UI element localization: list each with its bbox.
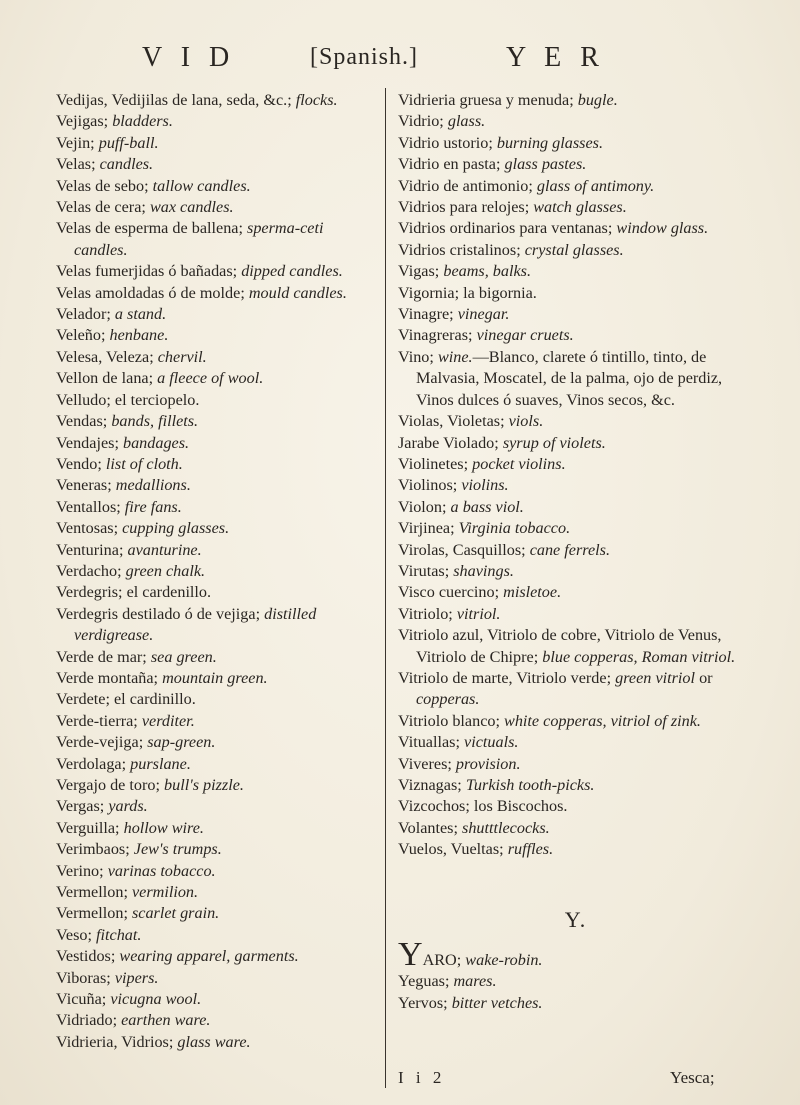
spanish-term: Yervos bbox=[398, 993, 444, 1012]
entry-initial-letter: Y bbox=[398, 936, 423, 974]
dictionary-entry: Verdolaga; purslane. bbox=[56, 754, 191, 773]
spanish-term: Venturina bbox=[56, 540, 119, 559]
spanish-term: Velas de sebo bbox=[56, 176, 145, 195]
english-gloss: blue copperas, Roman vitriol. bbox=[542, 647, 736, 666]
spanish-term: Vitriolo azul, Vitriolo de cobre, Vitriolo de Venus, Vitriolo de Chipre bbox=[398, 626, 722, 666]
english-gloss: tallow candles. bbox=[152, 176, 251, 195]
spanish-term: Vidrieria gruesa y menuda bbox=[398, 91, 570, 109]
dictionary-entry: Viveres; provision. bbox=[398, 754, 521, 773]
english-gloss: bull's pizzle. bbox=[164, 776, 244, 794]
english-gloss: Turkish tooth-picks. bbox=[465, 776, 595, 794]
english-gloss: chervil. bbox=[157, 347, 207, 366]
dictionary-entry: Verimbaos; Jew's trumps. bbox=[56, 840, 222, 859]
spanish-term: Vidrieria, Vidrios bbox=[56, 1032, 169, 1051]
english-gloss: glass of antimony. bbox=[536, 176, 655, 195]
dictionary-entry: Verde-tierra; verditer. bbox=[56, 711, 195, 730]
spanish-term: Velas de esperma de ballena bbox=[56, 219, 239, 238]
english-gloss: dipped candles. bbox=[241, 262, 343, 281]
dictionary-entry: Vidrio de antimonio; glass of antimony. bbox=[398, 176, 655, 195]
spanish-term: Verdolaga bbox=[56, 754, 122, 773]
spanish-term: Ventosas bbox=[56, 519, 114, 538]
spanish-term: Viznagas bbox=[398, 776, 458, 794]
english-gloss: Virginia tobacco. bbox=[458, 519, 571, 538]
spanish-term: Verdacho bbox=[56, 561, 118, 580]
english-gloss: cupping glasses. bbox=[122, 519, 230, 538]
dictionary-entry: Velesa, Veleza; chervil. bbox=[56, 347, 207, 366]
dictionary-entry: Viznagas; Turkish tooth-picks. bbox=[398, 776, 595, 794]
dictionary-entry: Venturina; avanturine. bbox=[56, 540, 202, 559]
english-gloss: sea green. bbox=[150, 647, 217, 666]
dictionary-entry: Velludo; el terciopelo. bbox=[56, 390, 200, 409]
english-gloss: Jew's trumps. bbox=[133, 840, 222, 859]
spanish-term: Vestidos bbox=[56, 947, 111, 966]
spanish-term: Vuelos, Vueltas bbox=[398, 840, 500, 859]
english-gloss: a stand. bbox=[114, 305, 167, 324]
english-gloss: mountain green. bbox=[162, 668, 268, 687]
spanish-term: Yeguas bbox=[398, 972, 445, 991]
dictionary-entry: Vitriolo de marte, Vitriolo verde; green vitriol or copperas. bbox=[398, 668, 713, 709]
spanish-term: Vitriolo bbox=[398, 604, 449, 623]
english-gloss: beams, balks. bbox=[443, 262, 532, 281]
dictionary-entry: Veso; fitchat. bbox=[56, 925, 142, 944]
dictionary-entry: Violas, Violetas; viols. bbox=[398, 412, 544, 431]
english-gloss: verditer. bbox=[141, 711, 195, 730]
section-heading-y: Y. bbox=[564, 906, 588, 932]
right-column bbox=[398, 90, 754, 1014]
dictionary-entry: Vituallas; victuals. bbox=[398, 733, 519, 752]
english-gloss: cane ferrels. bbox=[529, 540, 611, 559]
english-gloss: wine. bbox=[437, 347, 473, 366]
dictionary-entry: Vinagreras; vinegar cruets. bbox=[398, 326, 574, 345]
english-gloss: fire fans. bbox=[124, 497, 182, 516]
english-gloss: a bass viol. bbox=[450, 497, 524, 516]
spanish-term: Virjinea bbox=[398, 519, 451, 538]
english-gloss: varinas tobacco. bbox=[107, 861, 216, 880]
spanish-term: Verde de mar bbox=[56, 647, 143, 666]
dictionary-entry: Vitriolo; vitriol. bbox=[398, 604, 501, 623]
spanish-term: Velludo bbox=[56, 390, 107, 409]
english-gloss: wake-robin. bbox=[465, 951, 543, 970]
dictionary-entry: Verdegris; el cardenillo. bbox=[56, 583, 212, 602]
english-gloss: purslane. bbox=[130, 754, 191, 773]
spanish-term: ARO bbox=[422, 951, 457, 970]
left-column bbox=[56, 90, 378, 1053]
spanish-term: Vendas bbox=[56, 412, 103, 431]
english-gloss: viols. bbox=[508, 412, 544, 431]
english-gloss: medallions. bbox=[115, 476, 191, 495]
english-gloss: wearing apparel, garments. bbox=[119, 947, 299, 966]
spanish-continuation: —Blanco, clarete ó tintillo, tinto, de Malvasia, Moscatel, de la palma, ojo de perdiz, Vinos dulces ó suaves, Vinos secos, &c. bbox=[416, 347, 723, 409]
english-gloss: ruffles. bbox=[507, 840, 554, 859]
dictionary-entry: Vidrios cristalinos; crystal glasses. bbox=[398, 240, 624, 259]
dictionary-entry: Vidrios ordinarios para ventanas; window glass. bbox=[398, 219, 709, 238]
dictionary-entry: Vidrio en pasta; glass pastes. bbox=[398, 155, 587, 174]
dictionary-entry: Vino; wine.—Blanco, clarete ó tintillo, tinto, de Malvasia, Moscatel, de la palma, ojo de perdiz, Vinos dulces ó suaves, Vinos secos, &c. bbox=[398, 347, 723, 409]
spanish-term: Vidrios para relojes bbox=[398, 198, 525, 217]
dictionary-entry: Virjinea; Virginia tobacco. bbox=[398, 519, 571, 538]
dictionary-entry: Violon; a bass viol. bbox=[398, 497, 524, 516]
spanish-term: Verguilla bbox=[56, 818, 116, 837]
dictionary-entry: Virutas; shavings. bbox=[398, 561, 514, 580]
dictionary-entry: Vejigas; bladders. bbox=[56, 112, 173, 131]
spanish-term: Vicuña bbox=[56, 990, 102, 1009]
spanish-term: Verde montaña bbox=[56, 668, 154, 687]
dictionary-entry: Vestidos; wearing apparel, garments. bbox=[56, 947, 299, 966]
english-gloss: distilled verdigrease. bbox=[74, 604, 317, 645]
dictionary-entry: Verdegris destilado ó de vejiga; distilled verdigrease. bbox=[56, 604, 317, 645]
spanish-term: Velas fumerjidas ó bañadas bbox=[56, 262, 233, 281]
english-gloss: sap-green. bbox=[147, 733, 216, 752]
spanish-term: Vitriolo blanco bbox=[398, 711, 496, 730]
spanish-term: Vejin bbox=[56, 133, 91, 152]
dictionary-entry: Verde montaña; mountain green. bbox=[56, 668, 268, 687]
spanish-term: Vendo bbox=[56, 454, 98, 473]
english-gloss: a fleece of wool. bbox=[157, 369, 264, 388]
spanish-term: Verino bbox=[56, 861, 100, 880]
english-gloss: vitriol. bbox=[456, 604, 501, 623]
dictionary-entry: Vedijas, Vedijilas de lana, seda, &c.; flocks. bbox=[56, 91, 338, 109]
spanish-term: Viveres bbox=[398, 754, 448, 773]
dictionary-entry: Verdacho; green chalk. bbox=[56, 561, 206, 580]
y-section-entries bbox=[398, 936, 754, 1014]
english-gloss: white copperas, vitriol of zink. bbox=[504, 711, 701, 730]
english-gloss: hollow wire. bbox=[123, 818, 204, 837]
english-gloss: glass ware. bbox=[177, 1032, 251, 1051]
dictionary-entry: Vendo; list of cloth. bbox=[56, 454, 183, 473]
english-gloss: bands, fillets. bbox=[111, 412, 199, 431]
spanish-gloss: el cardenillo. bbox=[126, 583, 212, 602]
english-gloss: burning glasses. bbox=[496, 133, 603, 152]
dictionary-entry: Vinagre; vinegar. bbox=[398, 305, 510, 324]
dictionary-entry: Vidrio ustorio; burning glasses. bbox=[398, 133, 603, 152]
dictionary-entry: Vuelos, Vueltas; ruffles. bbox=[398, 840, 554, 859]
dictionary-entry: Vitriolo azul, Vitriolo de cobre, Vitriolo de Venus, Vitriolo de Chipre; blue copperas, Roman vitriol. bbox=[398, 626, 736, 666]
english-gloss: crystal glasses. bbox=[524, 240, 624, 259]
spanish-term: Violinetes bbox=[398, 454, 464, 473]
spanish-term: Vellon de lana bbox=[56, 369, 149, 388]
english-gloss: vermilion. bbox=[131, 883, 199, 902]
spanish-gloss: la bigornia. bbox=[463, 283, 537, 302]
dictionary-entry: Velas de sebo; tallow candles. bbox=[56, 176, 251, 195]
spanish-term: Verimbaos bbox=[56, 840, 126, 859]
dictionary-entry: Vellon de lana; a fleece of wool. bbox=[56, 369, 264, 388]
dictionary-entry: Velas amoldadas ó de molde; mould candles. bbox=[56, 283, 347, 302]
english-gloss: sperma-ceti candles. bbox=[74, 219, 324, 259]
english-gloss: bladders. bbox=[112, 112, 173, 131]
dictionary-entry: Vermellon; scarlet grain. bbox=[56, 904, 220, 923]
spanish-term: Vituallas bbox=[398, 733, 456, 752]
spanish-term: Vidrio en pasta bbox=[398, 155, 496, 174]
spanish-term: Virutas bbox=[398, 561, 445, 580]
dictionary-entry: YARO; wake-robin. bbox=[398, 936, 543, 974]
dictionary-entry: Visco cuercino; misletoe. bbox=[398, 583, 562, 602]
spanish-term: Verde-vejiga bbox=[56, 733, 139, 752]
spanish-gloss: los Biscochos. bbox=[473, 797, 568, 816]
english-gloss: bitter vetches. bbox=[451, 993, 543, 1012]
dictionary-entry: Vizcochos; los Biscochos. bbox=[398, 797, 568, 816]
spanish-term: Vitriolo de marte, Vitriolo verde bbox=[398, 668, 607, 687]
english-gloss: provision. bbox=[455, 754, 521, 773]
dictionary-entry: Vidrieria, Vidrios; glass ware. bbox=[56, 1032, 251, 1051]
running-header bbox=[0, 40, 800, 80]
spanish-term: Vergajo de toro bbox=[56, 776, 156, 794]
spanish-term: Veleño bbox=[56, 326, 101, 345]
english-gloss: fitchat. bbox=[96, 925, 142, 944]
english-gloss: glass pastes. bbox=[504, 155, 587, 174]
dictionary-entry: Velas; candles. bbox=[56, 155, 154, 174]
english-gloss: scarlet grain. bbox=[131, 904, 220, 923]
spanish-term: Vidrios ordinarios para ventanas bbox=[398, 219, 608, 238]
english-gloss: puff-ball. bbox=[98, 133, 159, 152]
english-gloss: avanturine. bbox=[127, 540, 202, 559]
dictionary-entry: Veneras; medallions. bbox=[56, 476, 191, 495]
spanish-term: Vejigas bbox=[56, 112, 104, 131]
spanish-term: Velas bbox=[56, 155, 92, 174]
spanish-term: Vendajes bbox=[56, 433, 115, 452]
english-gloss: earthen ware. bbox=[121, 1011, 211, 1030]
english-gloss: mares. bbox=[453, 972, 497, 991]
dictionary-entry: Viboras; vipers. bbox=[56, 968, 159, 987]
header-language-label: [Spanish.] bbox=[310, 44, 418, 70]
spanish-term: Velesa, Veleza bbox=[56, 347, 150, 366]
right-column-entries bbox=[398, 90, 754, 861]
dictionary-entry: Virolas, Casquillos; cane ferrels. bbox=[398, 540, 611, 559]
dictionary-entry: Vitriolo blanco; white copperas, vitriol of zink. bbox=[398, 711, 701, 730]
dictionary-entry: Vidrios para relojes; watch glasses. bbox=[398, 198, 627, 217]
spanish-term: Veneras bbox=[56, 476, 108, 495]
english-gloss: henbane. bbox=[109, 326, 169, 345]
dictionary-entry: Vigas; beams, balks. bbox=[398, 262, 532, 281]
spanish-term: Vino bbox=[398, 347, 430, 366]
dictionary-entry: Vergajo de toro; bull's pizzle. bbox=[56, 776, 244, 794]
dictionary-entry: Vidrio; glass. bbox=[398, 112, 486, 131]
dictionary-entry: Violinos; violins. bbox=[398, 476, 509, 495]
english-gloss: misletoe. bbox=[503, 583, 562, 602]
dictionary-entry: Violinetes; pocket violins. bbox=[398, 454, 566, 473]
dictionary-entry: Ventallos; fire fans. bbox=[56, 497, 182, 516]
spanish-term: Virolas, Casquillos bbox=[398, 540, 522, 559]
english-gloss: vicugna wool. bbox=[110, 990, 202, 1009]
dictionary-entry: Vejin; puff-ball. bbox=[56, 133, 159, 152]
english-gloss: flocks. bbox=[295, 91, 338, 109]
spanish-term: Ventallos bbox=[56, 497, 117, 516]
spanish-term: Visco cuercino bbox=[398, 583, 495, 602]
spanish-term: Vidrio de antimonio bbox=[398, 176, 529, 195]
column-divider bbox=[385, 88, 386, 1088]
english-gloss: yards. bbox=[108, 797, 148, 816]
english-gloss: candles. bbox=[99, 155, 154, 174]
dictionary-entry: Vergas; yards. bbox=[56, 797, 148, 816]
spanish-gloss: el cardinillo. bbox=[113, 690, 196, 709]
spanish-gloss: el terciopelo. bbox=[114, 390, 200, 409]
dictionary-entry: Verde-vejiga; sap-green. bbox=[56, 733, 216, 752]
english-gloss: green vitriol bbox=[615, 668, 696, 687]
english-gloss: pocket violins. bbox=[472, 454, 566, 473]
dictionary-entry: Verde de mar; sea green. bbox=[56, 647, 217, 666]
spanish-term: Verdete bbox=[56, 690, 106, 709]
spanish-term: Vermellon bbox=[56, 883, 124, 902]
spanish-term: Veso bbox=[56, 925, 88, 944]
dictionary-entry: Velador; a stand. bbox=[56, 305, 167, 324]
spanish-term: Verdegris bbox=[56, 583, 119, 602]
header-right-guideword: Y E R bbox=[506, 42, 605, 73]
dictionary-entry: Velas de cera; wax candles. bbox=[56, 198, 234, 217]
dictionary-entry: Vendajes; bandages. bbox=[56, 433, 190, 452]
dictionary-entry: Vicuña; vicugna wool. bbox=[56, 990, 202, 1009]
english-gloss: wax candles. bbox=[149, 198, 234, 217]
english-gloss: mould candles. bbox=[248, 283, 347, 302]
spanish-term: Violon bbox=[398, 497, 442, 516]
spanish-term: Velador bbox=[56, 305, 107, 324]
spanish-term: Vidrios cristalinos bbox=[398, 240, 517, 259]
english-gloss: list of cloth. bbox=[105, 454, 183, 473]
dictionary-entry: Vidriado; earthen ware. bbox=[56, 1011, 211, 1030]
english-gloss: vinegar. bbox=[457, 305, 510, 324]
spanish-term: Vidriado bbox=[56, 1011, 113, 1030]
dictionary-entry: Volantes; shutttlecocks. bbox=[398, 818, 550, 837]
spanish-term: Verde-tierra bbox=[56, 711, 134, 730]
dictionary-entry: Verdete; el cardinillo. bbox=[56, 690, 196, 709]
spanish-term: Vidrio bbox=[398, 112, 440, 131]
dictionary-entry: Ventosas; cupping glasses. bbox=[56, 519, 230, 538]
signature-mark: I i 2 bbox=[398, 1068, 446, 1087]
header-left-guideword: V I D bbox=[142, 42, 236, 73]
dictionary-entry: Vendas; bands, fillets. bbox=[56, 412, 199, 431]
spanish-term: Velas amoldadas ó de molde bbox=[56, 283, 241, 302]
spanish-term: Vidrio ustorio bbox=[398, 133, 489, 152]
dictionary-entry: Vidrieria gruesa y menuda; bugle. bbox=[398, 91, 618, 109]
english-gloss: shavings. bbox=[453, 561, 514, 580]
dictionary-entry: Velas de esperma de ballena; sperma-ceti candles. bbox=[56, 219, 324, 259]
english-gloss: violins. bbox=[461, 476, 509, 495]
english-gloss: victuals. bbox=[464, 733, 519, 752]
dictionary-entry: Yeguas; mares. bbox=[398, 972, 497, 991]
dictionary-entry: Velas fumerjidas ó bañadas; dipped candles. bbox=[56, 262, 343, 281]
spanish-term: Viboras bbox=[56, 968, 107, 987]
english-gloss: glass. bbox=[447, 112, 486, 131]
spanish-term: Verdegris destilado ó de vejiga bbox=[56, 604, 256, 623]
english-gloss: vipers. bbox=[114, 968, 159, 987]
english-gloss: copperas. bbox=[416, 690, 480, 709]
english-gloss: bugle. bbox=[577, 91, 618, 109]
spanish-term: Vedijas, Vedijilas de lana, seda, &c. bbox=[56, 91, 288, 109]
dictionary-entry: Jarabe Violado; syrup of violets. bbox=[398, 433, 606, 452]
english-gloss: green chalk. bbox=[125, 561, 206, 580]
spanish-term: Vizcochos bbox=[398, 797, 466, 816]
dictionary-entry: Verguilla; hollow wire. bbox=[56, 818, 204, 837]
spanish-term: Vigas bbox=[398, 262, 435, 281]
spanish-term: Volantes bbox=[398, 818, 454, 837]
spanish-term: Vermellon bbox=[56, 904, 124, 923]
spanish-term: Vinagre bbox=[398, 305, 450, 324]
spanish-term: Velas de cera bbox=[56, 198, 142, 217]
dictionary-entry: Vigornia; la bigornia. bbox=[398, 283, 537, 302]
spanish-term: Vinagreras bbox=[398, 326, 469, 345]
spanish-term: Vigornia bbox=[398, 283, 455, 302]
english-gloss: vinegar cruets. bbox=[476, 326, 574, 345]
dictionary-entry: Yervos; bitter vetches. bbox=[398, 993, 543, 1012]
english-gloss: watch glasses. bbox=[533, 198, 627, 217]
dictionary-entry: Vermellon; vermilion. bbox=[56, 883, 199, 902]
catchword: Yesca; bbox=[670, 1068, 715, 1087]
dictionary-entry: Veleño; henbane. bbox=[56, 326, 169, 345]
spanish-term: Vergas bbox=[56, 797, 100, 816]
gloss-connector: or bbox=[699, 668, 713, 687]
english-gloss: shutttlecocks. bbox=[462, 818, 550, 837]
english-gloss: window glass. bbox=[616, 219, 709, 238]
english-gloss: bandages. bbox=[122, 433, 190, 452]
dictionary-entry: Verino; varinas tobacco. bbox=[56, 861, 216, 880]
spanish-term: Violas, Violetas bbox=[398, 412, 501, 431]
spanish-term: Violinos bbox=[398, 476, 453, 495]
english-gloss: syrup of violets. bbox=[502, 433, 606, 452]
spanish-term: Jarabe Violado bbox=[398, 433, 495, 452]
